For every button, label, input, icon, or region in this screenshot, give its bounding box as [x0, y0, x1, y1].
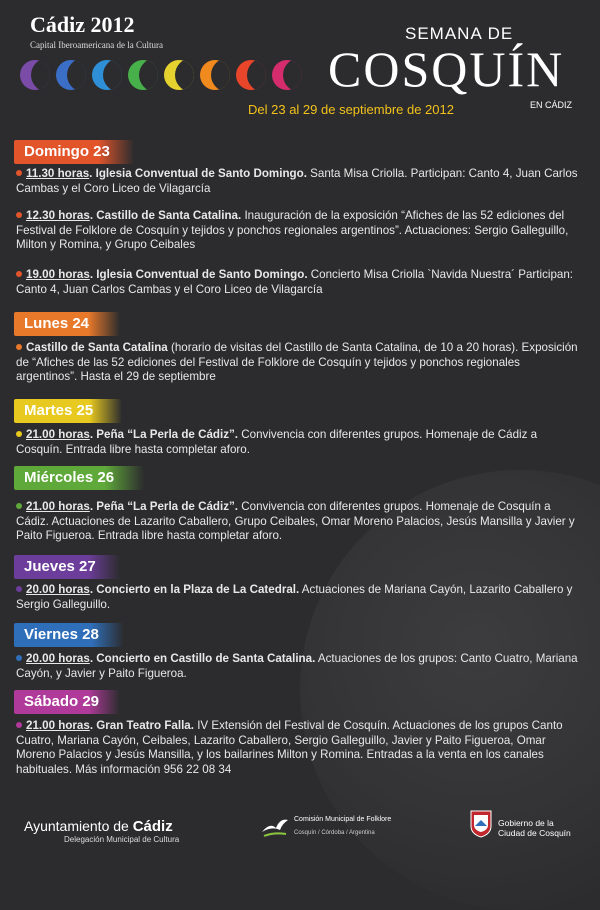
event-text: Santa Misa Criolla. Participan: Canto 4, Juan Carlos Cambas y el Coro Liceo de Vilagarcía	[16, 167, 578, 195]
event-time: 19.00 horas	[26, 268, 90, 281]
city-subtitle: Capital Iberoamericana de la Cultura	[30, 40, 163, 50]
event-time: 20.00 horas	[26, 652, 90, 665]
ayto-prefix: Ayuntamiento de	[24, 818, 133, 834]
event-dates: Del 23 al 29 de septiembre de 2012	[248, 102, 454, 117]
bullet-icon	[16, 271, 22, 277]
moon-phases-decoration	[20, 60, 320, 90]
ayuntamiento-logo	[24, 818, 179, 844]
event-place: Iglesia Conventual de Santo Domingo.	[95, 167, 307, 180]
event-place: Concierto en la Plaza de La Catedral.	[96, 583, 300, 596]
delegacion-label: Delegación Municipal de Cultura	[64, 835, 180, 844]
event-item: 12.30 horas. Castillo de Santa Catalina. Inauguración de la exposición “Afiches de las 52 ediciones del Festival de Folklore de Cosquín y tejidos y ponchos regionales argentinos”. Actuaciones: Sergio Galleguillo, Milton y Romina, y Grupo Ceibales	[16, 209, 569, 251]
cosquin-logo: COSQUÍN	[328, 41, 565, 97]
bird-icon	[260, 814, 290, 838]
gobierno-line1: Gobierno de la	[498, 818, 554, 828]
moon-icon	[56, 60, 86, 90]
bullet-icon	[16, 503, 22, 509]
moon-icon	[128, 60, 158, 90]
event-place: Peña “La Perla de Cádiz”.	[96, 500, 239, 513]
bullet-icon	[16, 170, 22, 176]
day-banner-jueves	[14, 555, 120, 579]
event-text: IV Extensión del Festival de Cosquín. Actuaciones de los grupos Canto Cuatro, Mariana Cayón, Ceibales, Lazarito Caballero, Sergio Galleguillo, Javier y Paito Figueroa, Omar Moreno Palacios y Jesús Mansilla, y los bailarines Milton y Romina. Entradas a la venta en los canales habituales. Más información 956 22 08 34	[16, 719, 563, 776]
day-label: Miércoles 26	[24, 469, 115, 486]
event-time: 12.30 horas	[26, 209, 90, 222]
event-text: Actuaciones de los grupos: Canto Cuatro, Mariana Cayón, y Javier y Paito Figueroa.	[16, 652, 578, 680]
ayto-city: Cádiz	[132, 818, 173, 835]
day-label: Martes 25	[24, 402, 94, 419]
event-item	[16, 341, 584, 385]
event-place: Gran Teatro Falla.	[96, 719, 194, 732]
event-item: 20.00 horas. Concierto en Castillo de Santa Catalina. Actuaciones de los grupos: Canto Cuatro, Mariana Cayón, y Javier y Paito Figueroa.	[16, 652, 578, 680]
day-banner-miercoles	[14, 466, 144, 490]
bullet-icon	[16, 586, 22, 592]
bullet-icon	[16, 344, 22, 350]
event-item: 21.00 horas. Peña “La Perla de Cádiz”. Convivencia con diferentes grupos. Homenaje de Cádiz a Cosquín. Entrada libre hasta completar aforo.	[16, 428, 538, 456]
event-place: Iglesia Conventual de Santo Domingo.	[96, 268, 308, 281]
bullet-icon	[16, 431, 22, 437]
city-title: Cádiz 2012	[30, 12, 135, 37]
day-label: Domingo 23	[24, 143, 110, 160]
event-place: Castillo de Santa Catalina.	[96, 209, 242, 222]
event-place: Peña “La Perla de Cádiz”.	[96, 428, 239, 441]
event-time: 11.30 horas	[26, 167, 90, 180]
event-time: 21.00 horas	[26, 719, 90, 732]
day-label: Sábado 29	[24, 693, 100, 710]
shield-icon	[470, 810, 492, 838]
event-place: Concierto en Castillo de Santa Catalina.	[96, 652, 316, 665]
event-item: 19.00 horas. Iglesia Conventual de Santo Domingo. Concierto Misa Criolla `Navida Nuestra´ Participan: Canto 4, Juan Carlos Cambas y el Coro Liceo de Vilagarcía	[16, 268, 574, 296]
day-banner-sabado	[14, 690, 120, 714]
event-text: (horario de visitas del Castillo de Santa Catalina, de 10 a 20 horas). Exposición de “Afiches de las 52 ediciones del Festival de Folklore de Cosquín y tejidos y ponchos regionales argentinos”. Hasta el 29 de septiembre	[16, 341, 578, 383]
event-text: Convivencia con diferentes grupos. Homenaje de Cádiz a Cosquín. Entrada libre hasta completar aforo.	[16, 428, 538, 456]
bullet-icon	[16, 722, 22, 728]
event-text: Inauguración de la exposición “Afiches de las 52 ediciones del Festival de Folklore de Cosquín y tejidos y ponchos regionales argentinos”. Actuaciones: Sergio Galleguillo, Milton y Romina, y Grupo Ceibales	[16, 209, 569, 251]
moon-icon	[20, 60, 50, 90]
day-banner-domingo	[14, 140, 134, 164]
event-time: 21.00 horas	[26, 428, 90, 441]
comision-sublabel: Cosquín / Córdoba / Argentina	[294, 830, 375, 836]
event-item: 21.00 horas. Peña “La Perla de Cádiz”. Convivencia con diferentes grupos. Homenaje de Cosquín a Cádiz. Actuaciones de Lazarito Caballero, Grupo Ceibales, Omar Moreno Palacios, Jesús Mansilla y Javier y Paito Figueroa. Entrada libre hasta completar aforo.	[16, 500, 575, 542]
event-item: 21.00 horas. Gran Teatro Falla. IV Extensión del Festival de Cosquín. Actuaciones de los grupos Canto Cuatro, Mariana Cayón, Ceibales, Lazarito Caballero, Sergio Galleguillo, Javier y Paito Figueroa, Omar Moreno Palacios y Jesús Mansilla, y los bailarines Milton y Romina. Entradas a la venta en los canales habituales. Más información 956 22 08 34	[16, 719, 563, 776]
gobierno-line2: Ciudad de Cosquín	[498, 828, 571, 838]
moon-icon	[164, 60, 194, 90]
moon-icon	[92, 60, 122, 90]
event-text: Concierto Misa Criolla `Navida Nuestra´ Participan: Canto 4, Juan Carlos Cambas y el Coro Liceo de Vilagarcía	[16, 268, 574, 296]
event-text: Convivencia con diferentes grupos. Homenaje de Cosquín a Cádiz. Actuaciones de Lazarito Caballero, Grupo Ceibales, Omar Moreno Palacios, Jesús Mansilla y Javier y Paito Figueroa. Entrada libre hasta completar aforo.	[16, 500, 575, 542]
gobierno-label	[498, 818, 571, 838]
event-time: 20.00 horas	[26, 583, 90, 596]
day-label: Viernes 28	[24, 626, 99, 643]
day-banner-viernes	[14, 623, 124, 647]
moon-icon	[272, 60, 302, 90]
day-banner-lunes	[14, 312, 120, 336]
day-label: Lunes 24	[24, 315, 90, 332]
header	[0, 0, 600, 125]
moon-icon	[236, 60, 266, 90]
semana-heading: SEMANA DE	[405, 24, 514, 43]
gobierno-cosquin-logo	[466, 808, 596, 848]
event-item: 11.30 horas. Iglesia Conventual de Santo Domingo. Santa Misa Criolla. Participan: Canto 4, Juan Carlos Cambas y el Coro Liceo de Vilagarcía	[16, 167, 578, 195]
moon-icon	[200, 60, 230, 90]
day-label: Jueves 27	[24, 558, 96, 575]
comision-label: Comisión Municipal de Folklore	[294, 816, 392, 823]
en-cadiz-label: EN CÁDIZ	[530, 100, 573, 110]
day-banner-martes	[14, 399, 122, 423]
bullet-icon	[16, 212, 22, 218]
event-item: 20.00 horas. Concierto en la Plaza de La Catedral. Actuaciones de Mariana Cayón, Lazarito Caballero y Sergio Galleguillo.	[16, 583, 573, 611]
comision-folklore-logo	[258, 808, 398, 848]
event-time: 21.00 horas	[26, 500, 90, 513]
event-text: Actuaciones de Mariana Cayón, Lazarito Caballero y Sergio Galleguillo.	[16, 583, 573, 611]
bullet-icon	[16, 655, 22, 661]
event-place: Castillo de Santa Catalina	[26, 341, 168, 354]
